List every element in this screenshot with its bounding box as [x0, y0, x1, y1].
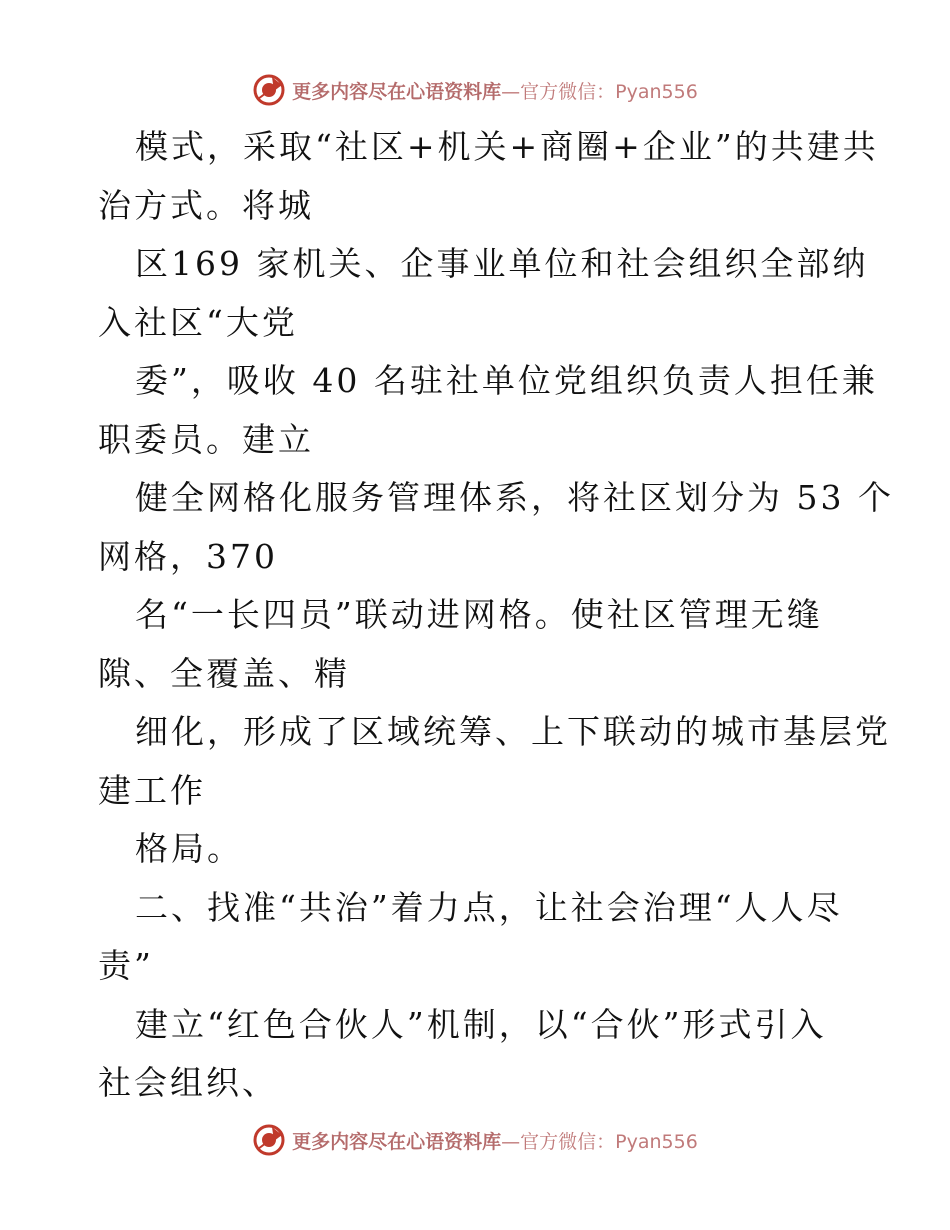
logo-icon [252, 73, 286, 107]
body-line-11: 细化，形成了区域统筹、上下联动的城市基层党 [135, 712, 891, 751]
header-banner-content [252, 73, 698, 107]
logo-icon [252, 1123, 286, 1157]
header-banner-text [292, 77, 698, 104]
body-line-2: 治方式。将城 [98, 185, 314, 225]
body-line-9: 名“一长四员”联动进网格。使社区管理无缝 [135, 595, 823, 634]
body-line-7: 健全网格化服务管理体系，将社区划分为 53 个 [135, 478, 894, 517]
header-separator: — [501, 80, 521, 103]
footer-separator: — [501, 1130, 521, 1153]
document-body [0, 118, 950, 1113]
body-line-8: 网格，370 [98, 536, 278, 576]
header-brand: 更多内容尽在心语资料库 [292, 80, 502, 103]
body-line-5: 委”，吸收 40 名驻社单位党组织负责人担任兼 [135, 361, 878, 400]
footer-brand: 更多内容尽在心语资料库 [292, 1130, 502, 1153]
header-contact: 官方微信：Pyan556 [520, 80, 698, 103]
footer-banner [0, 1120, 950, 1160]
body-line-13: 格局。 [135, 829, 243, 868]
footer-banner-content [252, 1123, 698, 1157]
body-line-16: 建立“红色合伙人”机制，以“合伙”形式引入 [135, 1004, 827, 1044]
header-banner [0, 70, 950, 110]
footer-banner-text [292, 1127, 698, 1154]
body-line-17: 社会组织、 [98, 1063, 278, 1102]
footer-contact: 官方微信：Pyan556 [520, 1130, 698, 1153]
body-line-12: 建工作 [98, 770, 206, 810]
body-line-15: 责” [98, 946, 154, 985]
body-line-4: 入社区“大党 [98, 302, 298, 342]
body-line-6: 职委员。建立 [98, 419, 314, 459]
body-line-10: 隙、全覆盖、精 [98, 653, 350, 693]
body-line-14: 二、找准“共治”着力点，让社会治理“人人尽 [135, 887, 843, 927]
body-line-1: 模式，采取“社区+机关+商圈+企业”的共建共 [135, 127, 879, 166]
body-line-3: 区169 家机关、企事业单位和社会组织全部纳 [135, 244, 869, 283]
